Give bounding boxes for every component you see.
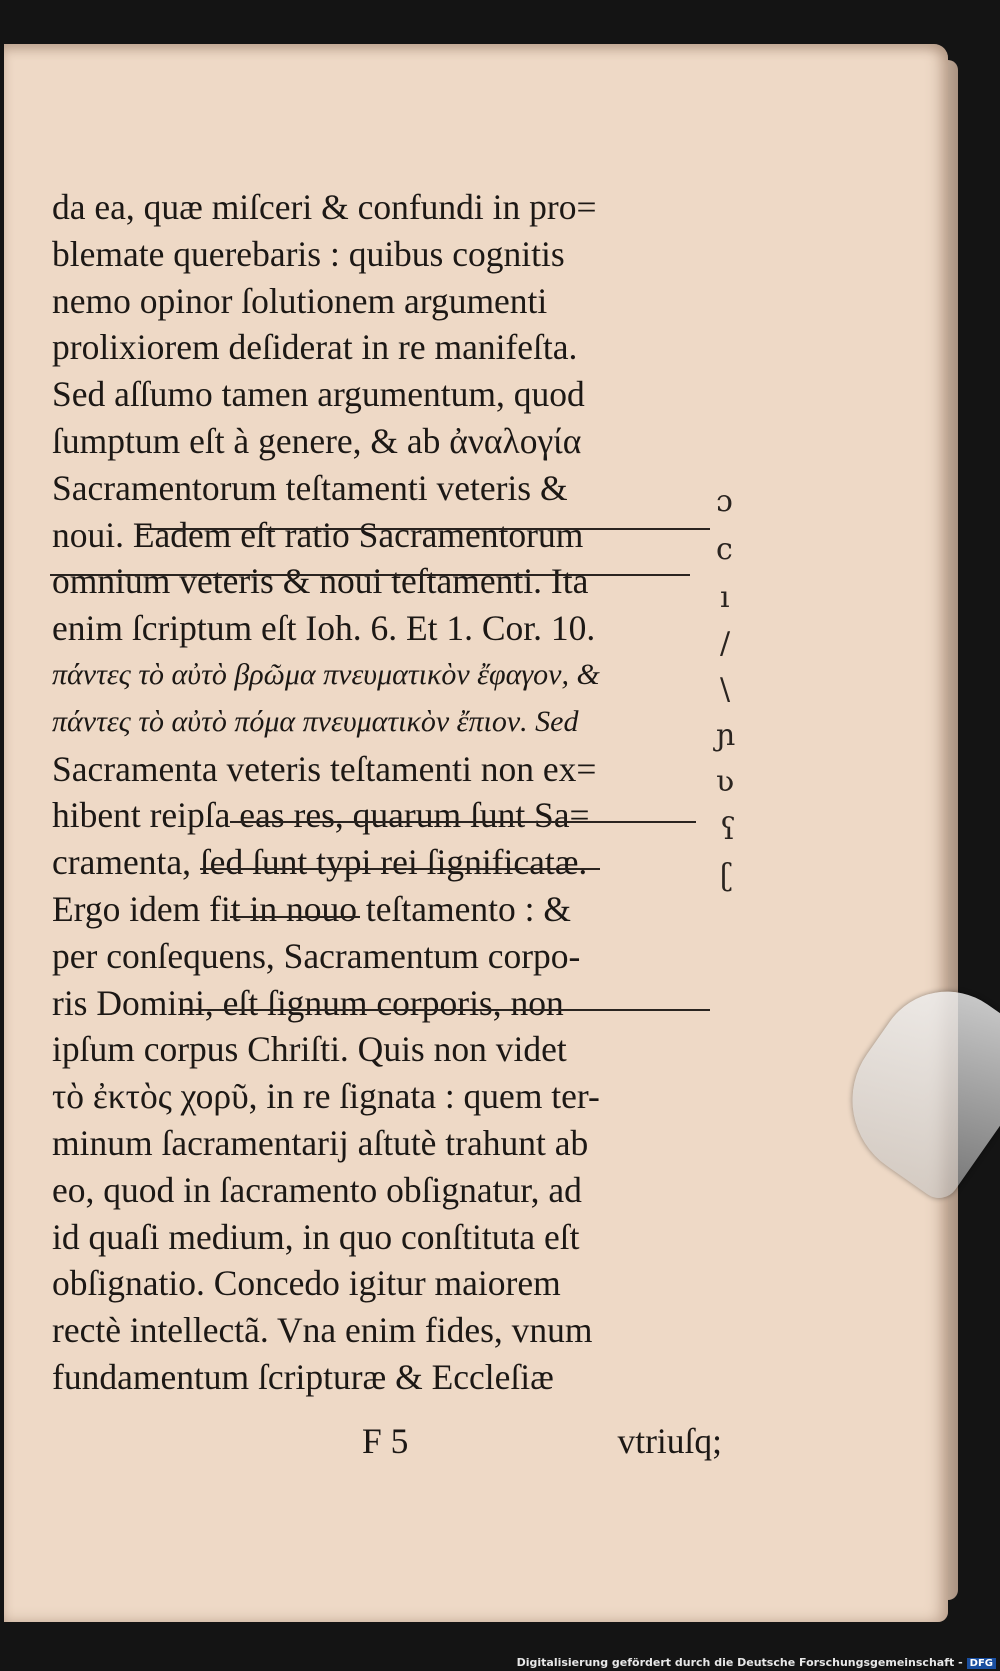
text-line: blemate querebaris : quibus cognitis <box>52 233 565 274</box>
dfg-logo: DFG <box>967 1658 996 1669</box>
handwritten-underline <box>230 916 360 918</box>
credit-text: Digitalisierung gefördert durch die Deutsche Forschungsgemeinschaft - <box>516 1656 963 1669</box>
text-line: noui. Eadem eſt ratio Sacramentorum <box>52 514 584 555</box>
margin-mark: ʋ <box>716 764 735 799</box>
margin-mark: ɔ <box>716 484 733 519</box>
text-block <box>52 184 742 1401</box>
handwritten-underline <box>180 1009 710 1011</box>
margin-mark: \ <box>720 672 731 707</box>
text-line: da ea, quæ miſceri & confundi in pro= <box>52 187 597 227</box>
text-line: hibent reipſa eas res, quarum ſunt Sa= <box>52 795 590 836</box>
text-line: omnium veteris & noui teſtamenti. Ita <box>52 561 589 602</box>
text-line: id quaſi medium, in quo conſtituta eſt <box>52 1216 580 1257</box>
catchword: vtriuſq; <box>617 1421 722 1461</box>
text-line: ſumptum eſt à genere, & ab ἀναλογία <box>52 420 582 461</box>
text-line: minum ſacramentarij aſtutè trahunt ab <box>52 1122 589 1163</box>
book-page <box>4 44 948 1622</box>
text-line: rectè intellectã. Vna enim fides, vnum <box>52 1310 593 1351</box>
margin-mark: ʗ <box>720 858 733 893</box>
margin-mark: ı <box>720 580 730 615</box>
signature-mark: F 5 <box>362 1421 409 1461</box>
margin-mark: ʕ <box>720 812 737 847</box>
text-line: cramenta, ſed ſunt typi rei ſignificatæ. <box>52 842 588 883</box>
greek-text-line: πάντες τὸ αὐτὸ πόμα πνευματικὸν ἔπιον. Sed <box>52 704 579 738</box>
handwritten-underline <box>200 868 600 870</box>
text-line: eo, quod in ſacramento obſignatur, ad <box>52 1169 582 1210</box>
text-line: τὸ ἐκτὸς χορῦ, in re ſignata : quem ter- <box>52 1076 600 1117</box>
text-line: obſignatio. Concedo igitur maiorem <box>52 1263 561 1304</box>
page-footer <box>52 1420 722 1470</box>
text-line: enim ſcriptum eſt Ioh. 6. Et 1. Cor. 10. <box>52 608 596 649</box>
text-line: Sed aſſumo tamen argumentum, quod <box>52 374 585 415</box>
text-line: fundamentum ſcripturæ & Eccleſiæ <box>52 1356 554 1397</box>
handwritten-underline <box>230 821 696 823</box>
text-line: Sacramentorum teſtamenti veteris & <box>52 467 568 508</box>
greek-text-line: πάντες τὸ αὐτὸ βρῶμα πνευματικὸν ἔφαγον, & <box>52 657 600 691</box>
text-line: Ergo idem fit in nouo teſtamento : & <box>52 888 571 929</box>
text-line: Sacramenta veteris teſtamenti non ex= <box>52 748 597 789</box>
margin-mark: / <box>720 626 731 661</box>
margin-mark: c <box>716 532 733 567</box>
text-line: ris Domini, eſt ſignum corporis, non <box>52 982 564 1023</box>
digitization-credit <box>517 1656 996 1669</box>
text-line: nemo opinor ſolutionem argumenti <box>52 280 548 321</box>
text-line: prolixiorem deſiderat in re manifeſta. <box>52 327 578 368</box>
margin-mark: ɲ <box>716 718 736 753</box>
text-line: ipſum corpus Chriſti. Quis non videt <box>52 1029 567 1070</box>
text-line: per conſequens, Sacramentum corpo- <box>52 935 581 976</box>
handwritten-underline <box>140 528 710 530</box>
handwritten-underline <box>50 574 690 576</box>
